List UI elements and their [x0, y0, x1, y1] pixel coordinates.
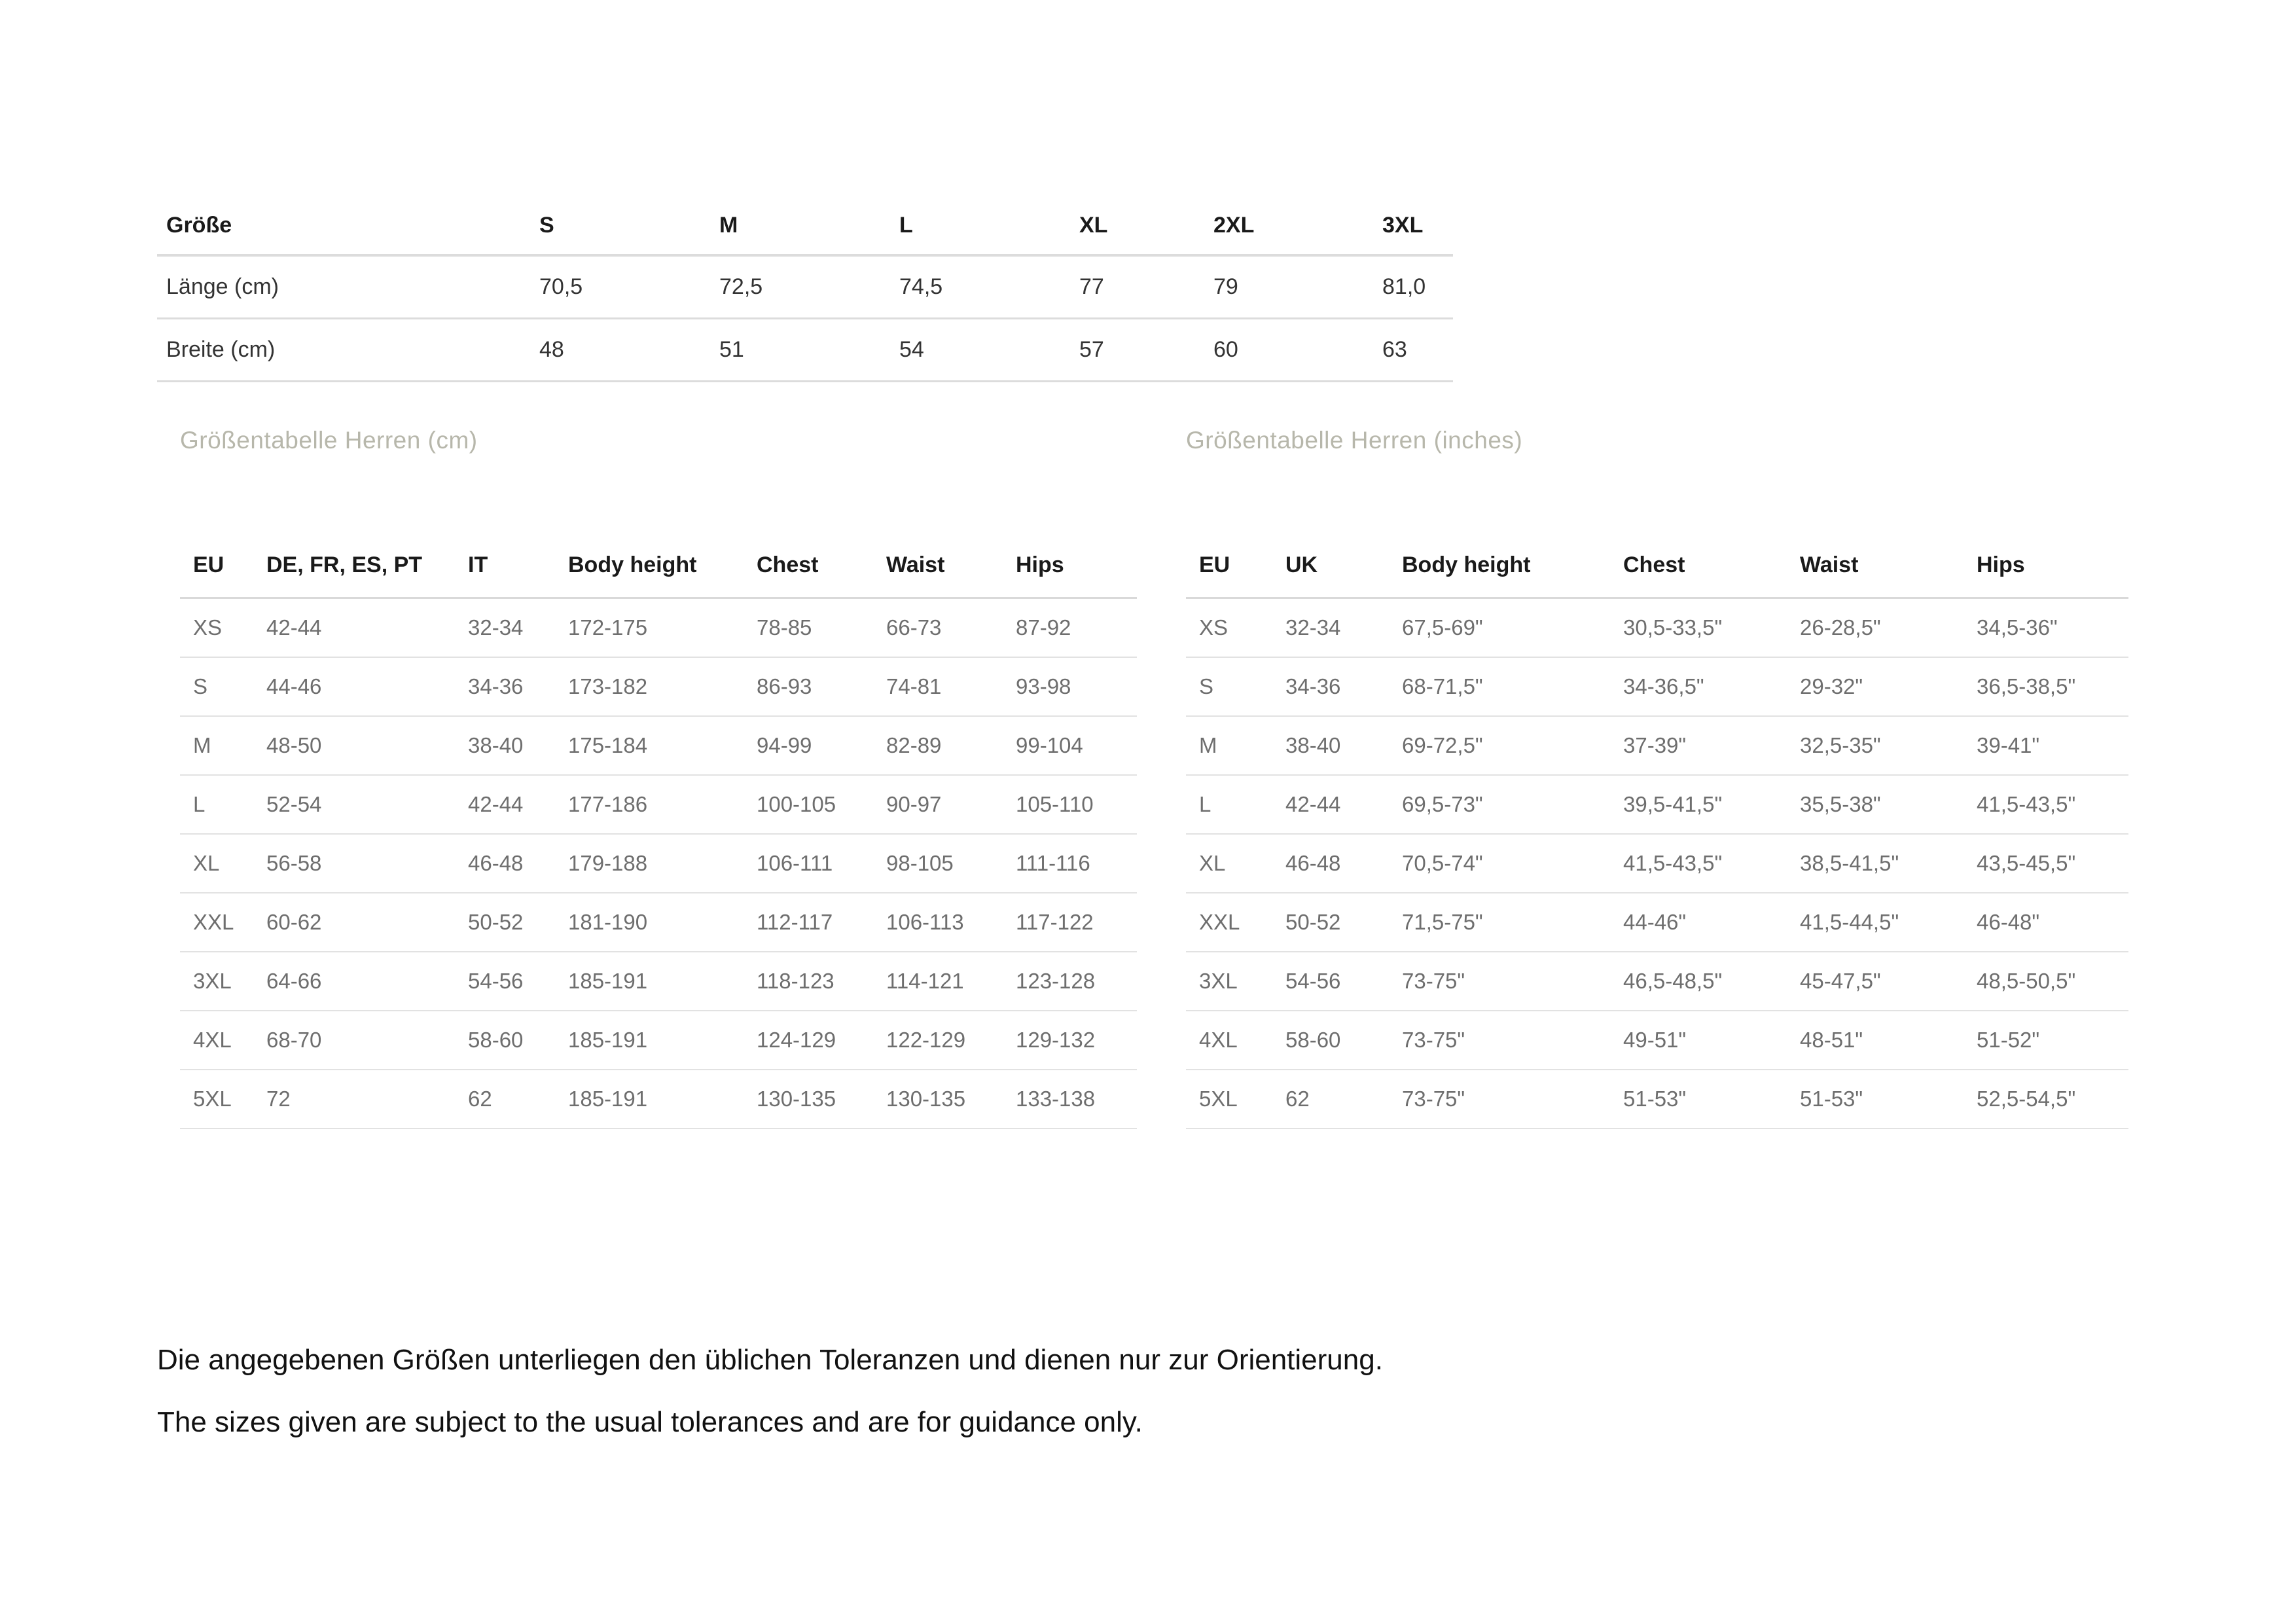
table-cell: 34-36 — [1272, 657, 1389, 716]
table-cell: 68-71,5" — [1389, 657, 1610, 716]
header-cell: Chest — [744, 533, 873, 598]
table-cell: 70,5 — [530, 255, 710, 319]
table-cell: 54 — [890, 319, 1070, 382]
table-cell: 177-186 — [555, 775, 744, 834]
table-row — [180, 952, 1137, 1011]
table-cell: 54-56 — [1272, 952, 1389, 1011]
table-cell: 32-34 — [455, 598, 555, 658]
table-cell: 185-191 — [555, 1070, 744, 1128]
table-cell: Länge (cm) — [157, 255, 530, 319]
table-row — [1186, 657, 2128, 716]
table-cell: 29-32" — [1787, 657, 1964, 716]
table-row — [1186, 1070, 2128, 1128]
table-cell: 181-190 — [555, 893, 744, 952]
table-cell: 179-188 — [555, 834, 744, 893]
table-cell: Breite (cm) — [157, 319, 530, 382]
table-cell: 51-52" — [1964, 1011, 2128, 1070]
table-cell: 42-44 — [455, 775, 555, 834]
table-cell: 43,5-45,5" — [1964, 834, 2128, 893]
header-cell: IT — [455, 533, 555, 598]
table-cell: 173-182 — [555, 657, 744, 716]
table-cell: 62 — [1272, 1070, 1389, 1128]
table-cell: 87-92 — [1003, 598, 1137, 658]
table-cell: 60-62 — [253, 893, 455, 952]
table-row — [180, 834, 1137, 893]
table-cell: 42-44 — [1272, 775, 1389, 834]
table-cell: 39-41" — [1964, 716, 2128, 775]
table-row — [180, 1070, 1137, 1128]
table-cell: 105-110 — [1003, 775, 1137, 834]
header-cell: EU — [1186, 533, 1272, 598]
table-cell: 50-52 — [1272, 893, 1389, 952]
table-cell: 82-89 — [873, 716, 1003, 775]
table-cell: 68-70 — [253, 1011, 455, 1070]
table-cell: 172-175 — [555, 598, 744, 658]
table-cell: L — [1186, 775, 1272, 834]
table-cell: 52,5-54,5" — [1964, 1070, 2128, 1128]
header-cell: M — [710, 196, 890, 255]
header-cell: L — [890, 196, 1070, 255]
table-cell: 52-54 — [253, 775, 455, 834]
table-cell: 93-98 — [1003, 657, 1137, 716]
table-cell: 62 — [455, 1070, 555, 1128]
table-cell: 5XL — [180, 1070, 253, 1128]
table-cell: 111-116 — [1003, 834, 1137, 893]
table-cell: 58-60 — [455, 1011, 555, 1070]
table-cell: XL — [1186, 834, 1272, 893]
table-row — [1186, 952, 2128, 1011]
table-cell: 32-34 — [1272, 598, 1389, 658]
table-cell: 129-132 — [1003, 1011, 1137, 1070]
table-cell: 63 — [1373, 319, 1453, 382]
table-cell: 60 — [1204, 319, 1373, 382]
header-cell: 2XL — [1204, 196, 1373, 255]
table-cell: 72 — [253, 1070, 455, 1128]
header-cell: Body height — [1389, 533, 1610, 598]
table-cell: 51 — [710, 319, 890, 382]
table-cell: XS — [1186, 598, 1272, 658]
table-cell: 48-50 — [253, 716, 455, 775]
table-cell: 71,5-75" — [1389, 893, 1610, 952]
table-cell: 117-122 — [1003, 893, 1137, 952]
table-cell: 30,5-33,5" — [1610, 598, 1787, 658]
table-cell: 79 — [1204, 255, 1373, 319]
table-row — [180, 893, 1137, 952]
table-cell: XL — [180, 834, 253, 893]
table-cell: 32,5-35" — [1787, 716, 1964, 775]
table-cell: 123-128 — [1003, 952, 1137, 1011]
table-cell: M — [180, 716, 253, 775]
table-cell: 42-44 — [253, 598, 455, 658]
table-cell: 67,5-69" — [1389, 598, 1610, 658]
table-cell: 70,5-74" — [1389, 834, 1610, 893]
table-cell: 185-191 — [555, 952, 744, 1011]
table-cell: S — [180, 657, 253, 716]
table-cell: 4XL — [1186, 1011, 1272, 1070]
table-cell: 86-93 — [744, 657, 873, 716]
table-cell: 64-66 — [253, 952, 455, 1011]
table-row — [1186, 716, 2128, 775]
table-row — [180, 716, 1137, 775]
table-cell: 38-40 — [455, 716, 555, 775]
table-header-row — [180, 533, 1137, 598]
table-cell: 48,5-50,5" — [1964, 952, 2128, 1011]
garment-measurement-table — [157, 196, 1453, 382]
table-row — [1186, 893, 2128, 952]
size-chart-cm-table — [180, 533, 1137, 1129]
table-cell: 34-36 — [455, 657, 555, 716]
header-cell: Body height — [555, 533, 744, 598]
table-cell: XXL — [1186, 893, 1272, 952]
table-cell: 44-46" — [1610, 893, 1787, 952]
header-cell: Waist — [873, 533, 1003, 598]
table-cell: 69-72,5" — [1389, 716, 1610, 775]
table-cell: 51-53" — [1787, 1070, 1964, 1128]
table-cell: 124-129 — [744, 1011, 873, 1070]
table-cell: 73-75" — [1389, 1011, 1610, 1070]
table-cell: 74-81 — [873, 657, 1003, 716]
table-cell: 77 — [1070, 255, 1204, 319]
table-cell: 37-39" — [1610, 716, 1787, 775]
table-cell: 3XL — [1186, 952, 1272, 1011]
table-header-row — [157, 196, 1453, 255]
table-cell: 72,5 — [710, 255, 890, 319]
header-cell: Hips — [1003, 533, 1137, 598]
table-cell: 5XL — [1186, 1070, 1272, 1128]
table-cell: 78-85 — [744, 598, 873, 658]
table-cell: 114-121 — [873, 952, 1003, 1011]
table-cell: 99-104 — [1003, 716, 1137, 775]
header-cell: S — [530, 196, 710, 255]
table-cell: 81,0 — [1373, 255, 1453, 319]
table-cell: 66-73 — [873, 598, 1003, 658]
table-row — [180, 1011, 1137, 1070]
table-cell: S — [1186, 657, 1272, 716]
table-cell: 73-75" — [1389, 952, 1610, 1011]
table-cell: 44-46 — [253, 657, 455, 716]
table-row — [180, 657, 1137, 716]
table-cell: 54-56 — [455, 952, 555, 1011]
tolerance-note-german: Die angegebenen Größen unterliegen den üblichen Toleranzen und dienen nur zur Orientierung. — [157, 1344, 1383, 1376]
table-cell: 34-36,5" — [1610, 657, 1787, 716]
table-cell: 130-135 — [873, 1070, 1003, 1128]
table-row — [180, 598, 1137, 658]
table-cell: 26-28,5" — [1787, 598, 1964, 658]
table-cell: 185-191 — [555, 1011, 744, 1070]
table-cell: 35,5-38" — [1787, 775, 1964, 834]
table-cell: 36,5-38,5" — [1964, 657, 2128, 716]
table-cell: 49-51" — [1610, 1011, 1787, 1070]
table-cell: 48 — [530, 319, 710, 382]
table-cell: L — [180, 775, 253, 834]
table-row — [1186, 775, 2128, 834]
table-cell: 41,5-43,5" — [1964, 775, 2128, 834]
table-cell: 133-138 — [1003, 1070, 1137, 1128]
table-cell: 112-117 — [744, 893, 873, 952]
table-cell: 94-99 — [744, 716, 873, 775]
table-cell: 46-48 — [455, 834, 555, 893]
table-cell: M — [1186, 716, 1272, 775]
table-cell: 45-47,5" — [1787, 952, 1964, 1011]
table-cell: 175-184 — [555, 716, 744, 775]
inch-table-body — [1186, 598, 2128, 1129]
header-cell: Chest — [1610, 533, 1787, 598]
header-cell: Hips — [1964, 533, 2128, 598]
table-cell: 51-53" — [1610, 1070, 1787, 1128]
table-row — [1186, 1011, 2128, 1070]
table-cell: 57 — [1070, 319, 1204, 382]
table-cell: 74,5 — [890, 255, 1070, 319]
inch-table-caption: Größentabelle Herren (inches) — [1186, 427, 1523, 454]
table-cell: 41,5-43,5" — [1610, 834, 1787, 893]
header-cell: 3XL — [1373, 196, 1453, 255]
header-cell: UK — [1272, 533, 1389, 598]
table-row — [157, 319, 1453, 382]
table-cell: 130-135 — [744, 1070, 873, 1128]
table-cell: 56-58 — [253, 834, 455, 893]
header-cell: DE, FR, ES, PT — [253, 533, 455, 598]
table-cell: XS — [180, 598, 253, 658]
table-cell: 118-123 — [744, 952, 873, 1011]
cm-table-body — [180, 598, 1137, 1129]
table-cell: 100-105 — [744, 775, 873, 834]
table-cell: 46,5-48,5" — [1610, 952, 1787, 1011]
table-cell: 73-75" — [1389, 1070, 1610, 1128]
table-cell: 50-52 — [455, 893, 555, 952]
header-cell: XL — [1070, 196, 1204, 255]
table-row — [1186, 834, 2128, 893]
table-cell: 106-113 — [873, 893, 1003, 952]
header-cell: Waist — [1787, 533, 1964, 598]
table-cell: 34,5-36" — [1964, 598, 2128, 658]
table-cell: 41,5-44,5" — [1787, 893, 1964, 952]
header-cell: Größe — [157, 196, 530, 255]
table-cell: 38,5-41,5" — [1787, 834, 1964, 893]
table-cell: 58-60 — [1272, 1011, 1389, 1070]
size-chart-inch-table — [1186, 533, 2128, 1129]
table-cell: 122-129 — [873, 1011, 1003, 1070]
tolerance-note-english: The sizes given are subject to the usual tolerances and are for guidance only. — [157, 1406, 1143, 1438]
table-row — [1186, 598, 2128, 658]
table-cell: 38-40 — [1272, 716, 1389, 775]
table-cell: 98-105 — [873, 834, 1003, 893]
table-cell: 46-48" — [1964, 893, 2128, 952]
table-cell: 90-97 — [873, 775, 1003, 834]
table-header-row — [1186, 533, 2128, 598]
table-cell: 106-111 — [744, 834, 873, 893]
table-cell: 4XL — [180, 1011, 253, 1070]
table-cell: 69,5-73" — [1389, 775, 1610, 834]
table-cell: XXL — [180, 893, 253, 952]
cm-table-caption: Größentabelle Herren (cm) — [180, 427, 478, 454]
table-cell: 46-48 — [1272, 834, 1389, 893]
table-cell: 39,5-41,5" — [1610, 775, 1787, 834]
table-row — [180, 775, 1137, 834]
table-cell: 48-51" — [1787, 1011, 1964, 1070]
table-row — [157, 255, 1453, 319]
header-cell: EU — [180, 533, 253, 598]
table-cell: 3XL — [180, 952, 253, 1011]
